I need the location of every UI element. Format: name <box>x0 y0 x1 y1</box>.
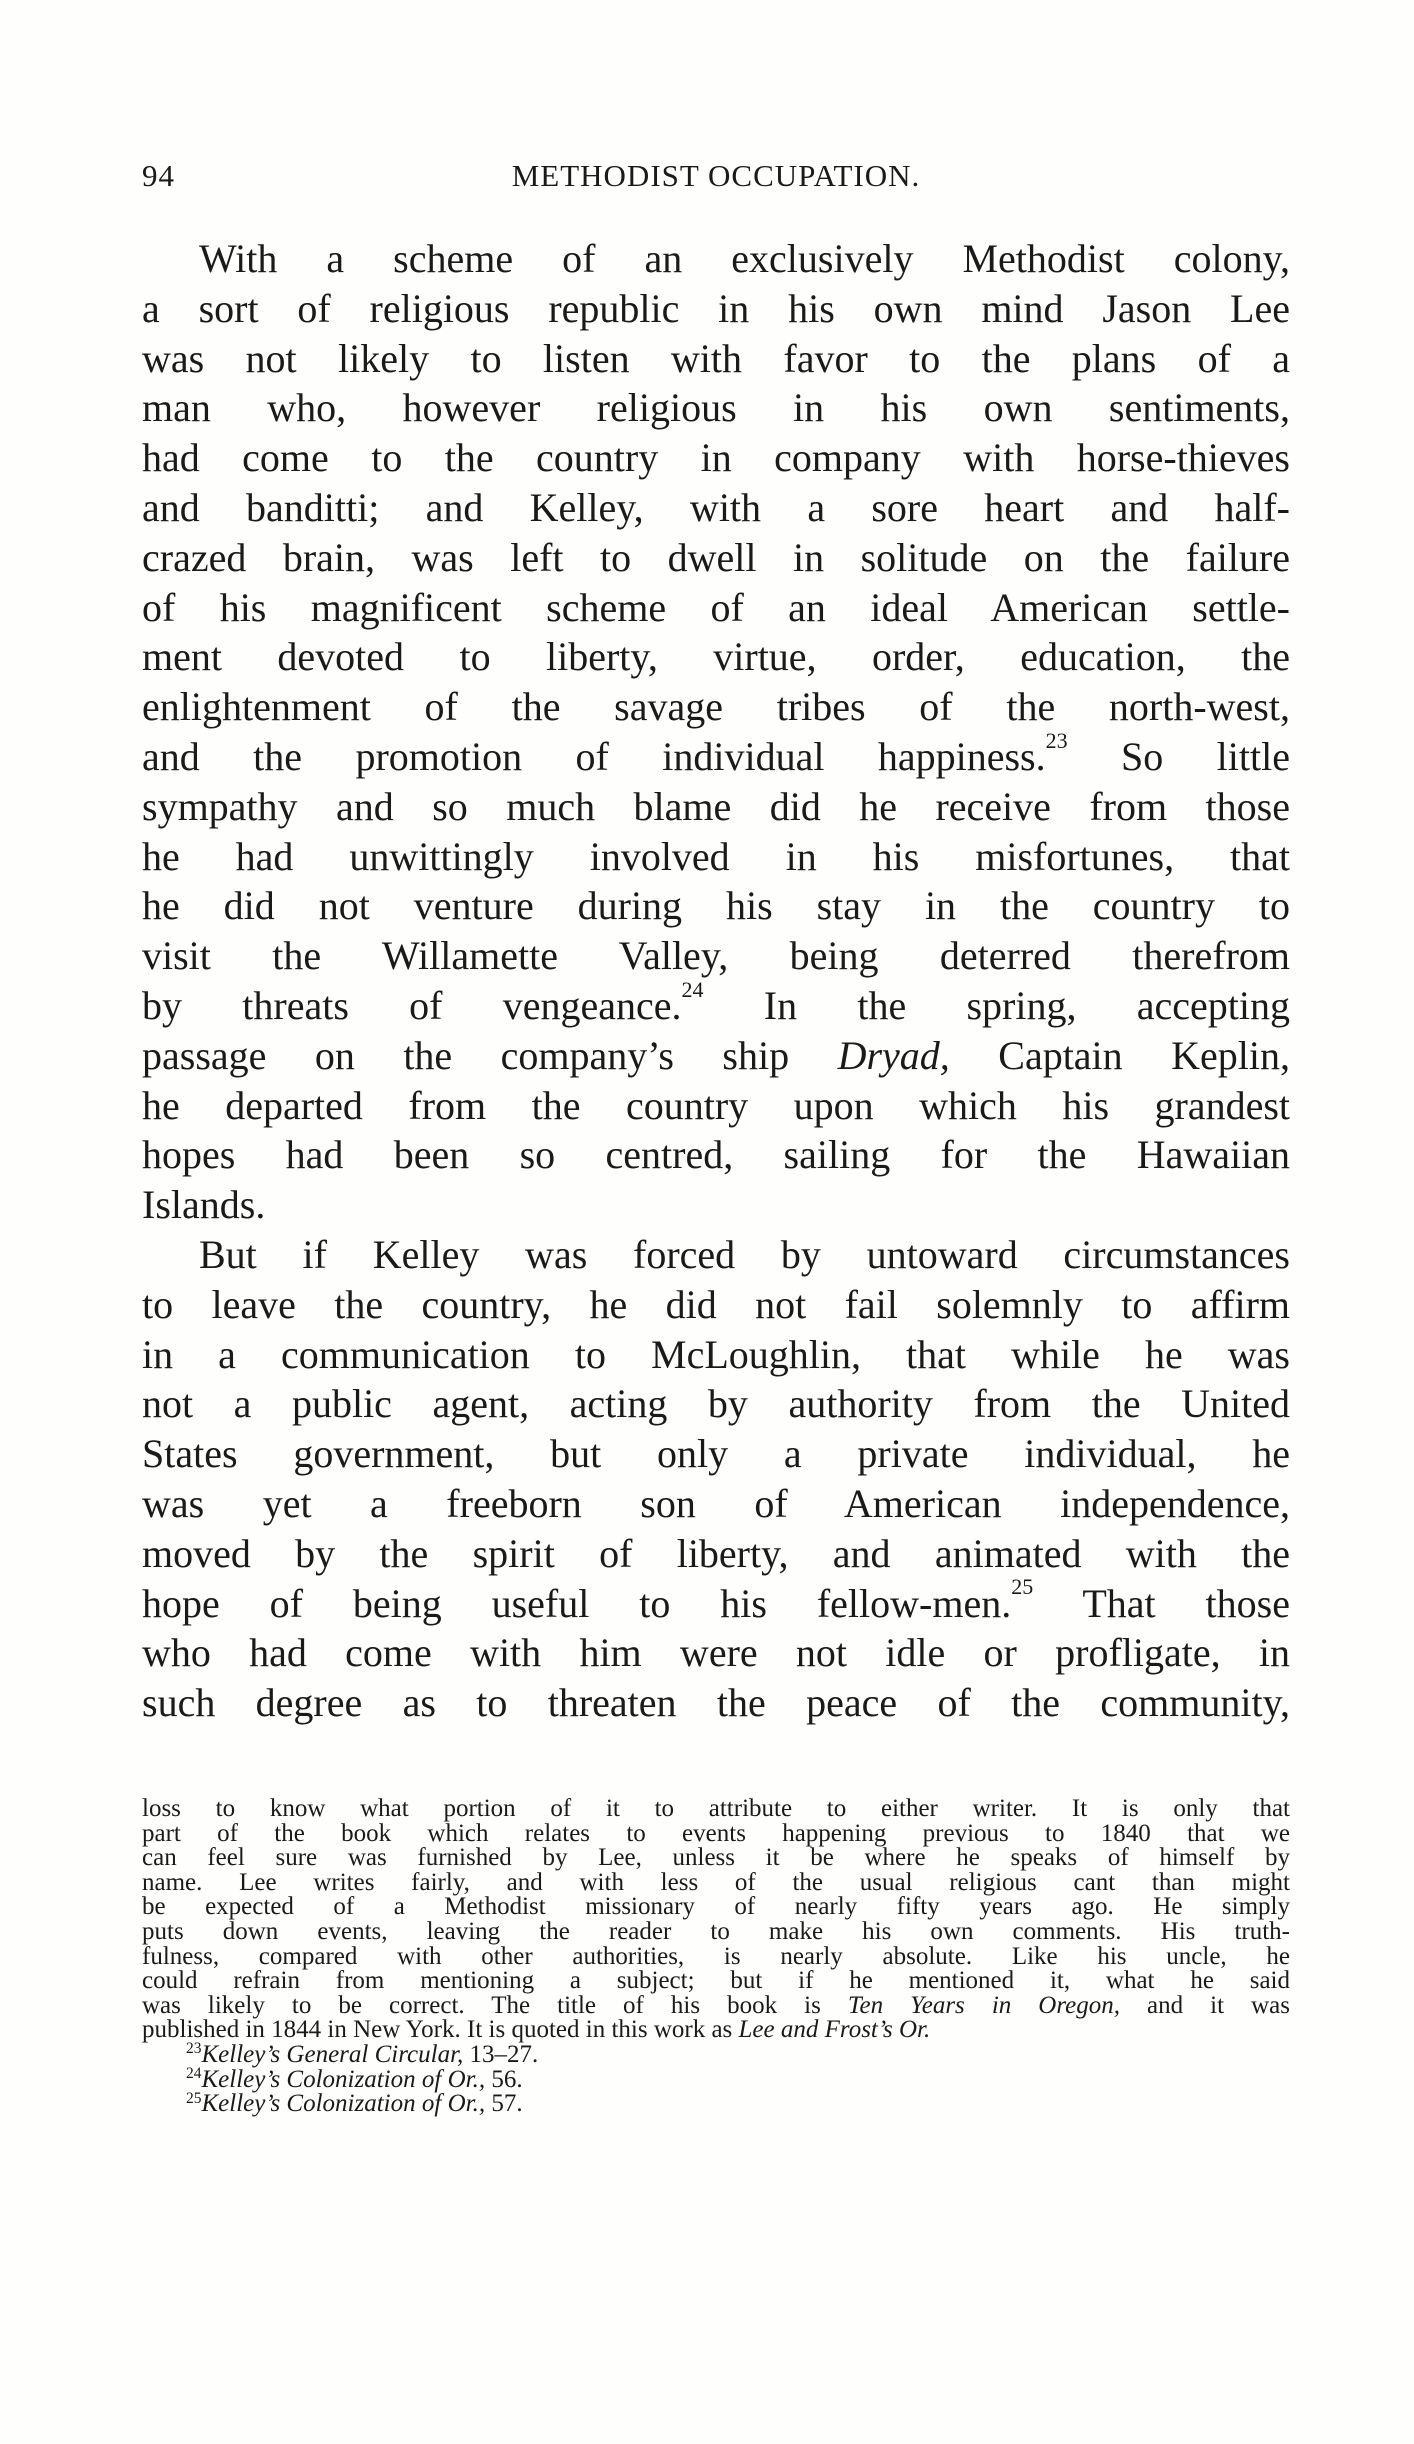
text-line: hopes had been so centred, sailing for the Hawaiian <box>142 1132 1290 1178</box>
text-span: and the promotion of individual happiness. <box>142 733 1046 779</box>
footnote-line: fulness, compared with other authorities, is nearly absolute. Like his uncle, he <box>142 1942 1290 1970</box>
text-span: hope of being useful to his fellow-men. <box>142 1580 1012 1626</box>
text-line: With a scheme of an exclusively Methodist colony, <box>199 236 1290 281</box>
footnote-line <box>142 1991 1290 2019</box>
text-line: visit the Willamette Valley, being deterred therefrom <box>142 933 1290 979</box>
footnote-25 <box>142 2089 1290 2118</box>
text-line: who had come with him were not idle or profligate, in <box>142 1630 1290 1676</box>
citation-pages: 57. <box>485 2090 523 2118</box>
footnote-line: part of the book which relates to events happening previous to 1840 that we <box>142 1819 1290 1847</box>
running-head <box>142 158 1290 198</box>
text-span: by threats of vengeance. <box>142 982 682 1028</box>
paragraph-1 <box>142 234 1290 1230</box>
text-line: was yet a freeborn son of American independence, <box>142 1480 1290 1526</box>
text-line: to leave the country, he did not fail solemnly to affirm <box>142 1281 1290 1327</box>
citation-pages: 13–27. <box>463 2040 539 2068</box>
text-line: of his magnificent scheme of an ideal American settle- <box>142 584 1290 630</box>
text-line: he had unwittingly involved in his misfortunes, that <box>142 833 1290 879</box>
text-line: sympathy and so much blame did he receive from those <box>142 783 1290 829</box>
footnote-23 <box>142 2040 1290 2068</box>
citation-title: Kelley’s General Circular, <box>201 2040 464 2068</box>
citation-title: Kelley’s Colonization of Or., <box>201 2065 486 2093</box>
page-number: 94 <box>142 158 175 193</box>
paragraph-2 <box>142 1230 1290 1728</box>
footnote-line: be expected of a Methodist missionary of nearly fifty years ago. He simply <box>142 1893 1290 1921</box>
citation-title: Lee and Frost’s Or. <box>738 2016 931 2044</box>
book-title: Ten Years in Oregon, <box>847 1991 1121 2019</box>
citation-pages: 56. <box>485 2065 523 2093</box>
footnote-ref-23[interactable]: 23 <box>1045 727 1068 753</box>
text-line: man who, however religious in his own sentiments, <box>142 385 1290 431</box>
text-line: ment devoted to liberty, virtue, order, education, the <box>142 634 1290 680</box>
footnote-ref-24[interactable]: 24 <box>681 976 704 1002</box>
text-line: not a public agent, acting by authority from the United <box>142 1381 1290 1427</box>
text-line: States government, but only a private individual, he <box>142 1431 1290 1477</box>
citation-title: Kelley’s Colonization of Or., <box>201 2090 486 2118</box>
text-line <box>142 1574 1290 1629</box>
footnote-24 <box>142 2064 1290 2093</box>
footnote-line: can feel sure was furnished by Lee, unless it be where he speaks of himself by <box>142 1844 1290 1872</box>
footnote-continuation <box>142 1797 1290 2043</box>
footnote-line: puts down events, leaving the reader to make his own comments. His truth- <box>142 1917 1290 1945</box>
text-line: a sort of religious republic in his own mind Jason Lee <box>142 285 1290 331</box>
text-line: he did not venture during his stay in the country to <box>142 883 1290 929</box>
footnote-line <box>142 2018 1290 2043</box>
text-line: he departed from the country upon which his grandest <box>142 1082 1290 1128</box>
text-span: was likely to be correct. The title of his book is <box>142 1991 848 2019</box>
text-line <box>142 727 1290 782</box>
text-line <box>142 1031 1290 1081</box>
text-line: in a communication to McLoughlin, that while he was <box>142 1331 1290 1377</box>
text-line <box>142 976 1290 1031</box>
text-span: That those <box>1033 1580 1290 1626</box>
footnote-number: 25 <box>186 2089 202 2107</box>
text-span: and it was <box>1120 1991 1290 2019</box>
body-text <box>142 234 1290 1728</box>
running-title: METHODIST OCCUPATION. <box>511 158 921 193</box>
text-line: Islands. <box>142 1182 266 1228</box>
text-span: In the spring, accepting <box>703 982 1290 1028</box>
text-line: such degree as to threaten the peace of the community, <box>142 1680 1290 1726</box>
text-line: was not likely to listen with favor to the plans of a <box>142 335 1290 381</box>
text-line: But if Kelley was forced by untoward circumstances <box>199 1231 1290 1277</box>
text-span: passage on the company’s ship <box>142 1032 838 1078</box>
ship-name: Dryad, <box>837 1032 950 1078</box>
footnotes <box>142 1797 1290 2117</box>
text-span: Captain Keplin, <box>949 1032 1291 1078</box>
footnote-number: 24 <box>186 2064 202 2082</box>
text-line: and banditti; and Kelley, with a sore heart and half- <box>142 484 1290 530</box>
footnote-line: could refrain from mentioning a subject; but if he mentioned it, what he said <box>142 1967 1290 1995</box>
text-span: So little <box>1067 733 1290 779</box>
text-line: moved by the spirit of liberty, and animated with the <box>142 1530 1290 1576</box>
footnote-ref-25[interactable]: 25 <box>1011 1574 1034 1600</box>
text-span: published in 1844 in New York. It is quoted in this work as <box>142 2016 739 2044</box>
footnote-line: name. Lee writes fairly, and with less of the usual religious cant than might <box>142 1868 1290 1896</box>
text-line: had come to the country in company with horse-thieves <box>142 435 1290 481</box>
footnote-number: 23 <box>186 2040 202 2058</box>
text-line: enlightenment of the savage tribes of the north-west, <box>142 684 1290 730</box>
footnote-line: loss to know what portion of it to attribute to either writer. It is only that <box>142 1795 1290 1822</box>
text-line: crazed brain, was left to dwell in solitude on the failure <box>142 534 1290 580</box>
